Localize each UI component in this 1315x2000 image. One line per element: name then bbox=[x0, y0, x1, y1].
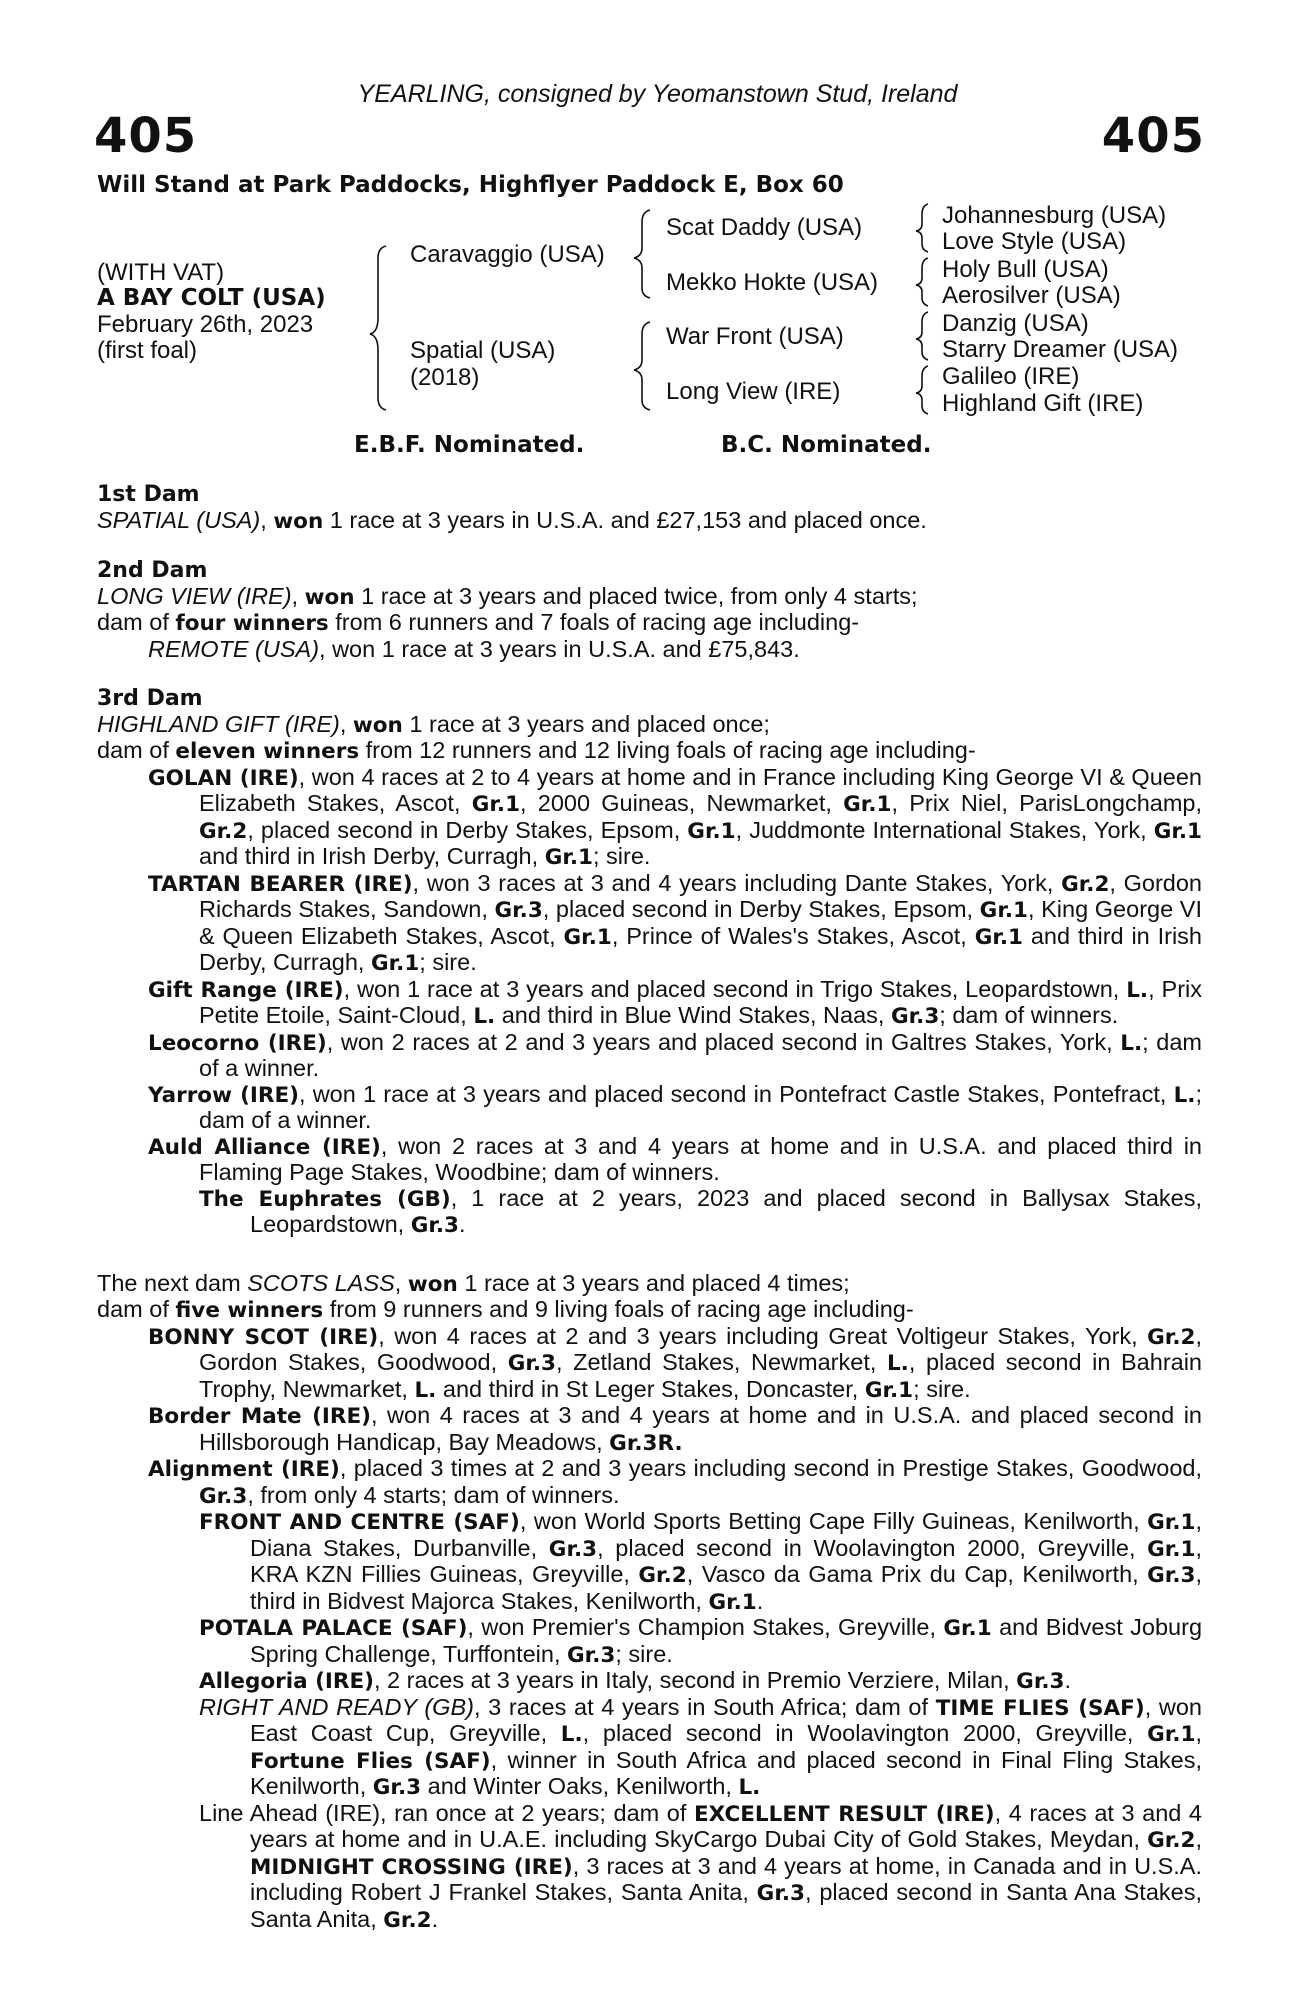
dam-year: (2018) bbox=[410, 364, 480, 391]
ebf-nomination: E.B.F. Nominated. bbox=[354, 432, 585, 458]
produce-gift-range: Gift Range (IRE), won 1 race at 3 years and placed second in Trigo Stakes, Leopardstown, L., Prix Petite Etoile, Saint-Cloud, L. and third in Blue Wind Stakes, Naas, Gr.3; dam of winners. bbox=[148, 975, 1203, 1029]
ggp-7: Galileo (IRE) bbox=[942, 363, 1080, 390]
lot-number-left: 405 bbox=[94, 108, 198, 164]
produce-remote: REMOTE (USA), won 1 race at 3 years in U.S.A. and £75,843. bbox=[148, 635, 800, 662]
first-dam-record: SPATIAL (USA), won 1 race at 3 years in U.S.A. and £27,153 and placed once. bbox=[97, 506, 927, 534]
ggp-1: Johannesburg (USA) bbox=[942, 202, 1167, 229]
next-dam-produce: dam of five winners from 9 runners and 9 living foals of racing age including- bbox=[97, 1296, 914, 1323]
produce-record bbox=[97, 482, 1202, 1933]
sire-sire: Scat Daddy (USA) bbox=[666, 214, 863, 241]
third-dam-record: HIGHLAND GIFT (IRE), won 1 race at 3 years and placed once; bbox=[97, 710, 770, 738]
produce-alignment: Alignment (IRE), placed 3 times at 2 and 3 years including second in Prestige Stakes, Goodwood, Gr.3, from only 4 starts; dam of winners. bbox=[148, 1455, 1202, 1509]
produce-border-mate: Border Mate (IRE), won 4 races at 3 and 4 years at home and in U.S.A. and placed second in Hillsborough Handicap, Bay Meadows, Gr.3R. bbox=[148, 1402, 1202, 1456]
produce-tartan-bearer: TARTAN BEARER (IRE), won 3 races at 3 and 4 years including Dante Stakes, York, Gr.2, Gordon Richards Stakes, Sandown, Gr.3, placed second in Derby Stakes, Epsom, Gr.1, King George VI & Queen Elizabeth Stakes, Ascot, Gr.1, Prince of Wales's Stakes, Ascot, Gr.1 and third in Irish Derby, Curragh, Gr.1; sire. bbox=[148, 869, 1202, 976]
sire: Caravaggio (USA) bbox=[410, 241, 605, 268]
foaled-date: February 26th, 2023 bbox=[97, 311, 314, 338]
third-dam-produce: dam of eleven winners from 12 runners and 12 living foals of racing age including- bbox=[97, 737, 976, 764]
vat-note: (WITH VAT) bbox=[97, 259, 225, 286]
stand-location: Will Stand at Park Paddocks, Highflyer Paddock E, Box 60 bbox=[97, 172, 844, 198]
consignment-line: YEARLING, consigned by Yeomanstown Stud, Ireland bbox=[357, 80, 958, 108]
ggp-2: Love Style (USA) bbox=[942, 228, 1127, 255]
ggp-6: Starry Dreamer (USA) bbox=[942, 336, 1179, 363]
ggp-8: Highland Gift (IRE) bbox=[942, 390, 1144, 417]
produce-bonny-scot: BONNY SCOT (IRE), won 4 races at 2 and 3 years including Great Voltigeur Stakes, York, Gr.2, Gordon Stakes, Goodwood, Gr.3, Zetland Stakes, Newmarket, L., placed second in Bahrain Trophy, Newmarket, L. and third in St Leger Stakes, Doncaster, Gr.1; sire. bbox=[148, 1322, 1202, 1403]
ggp-3: Holy Bull (USA) bbox=[942, 256, 1109, 283]
third-dam-heading: 3rd Dam bbox=[97, 686, 203, 711]
ggp-4: Aerosilver (USA) bbox=[942, 282, 1121, 309]
produce-right-and-ready: RIGHT AND READY (GB), 3 races at 4 years in South Africa; dam of TIME FLIES (SAF), won East Coast Cup, Greyville, L., placed second in Woolavington 2000, Greyville, Gr.1, Fortune Flies (SAF), winner in South Africa and placed second in Final Fling Stakes, Kenilworth, Gr.3 and Winter Oaks, Kenilworth, L. bbox=[199, 1693, 1202, 1800]
first-dam-heading: 1st Dam bbox=[97, 482, 200, 507]
produce-golan: GOLAN (IRE), won 4 races at 2 to 4 years at home and in France including King George VI & Queen Elizabeth Stakes, Ascot, Gr.1, 2000 Guineas, Newmarket, Gr.1, Prix Niel, ParisLongchamp, Gr.2, placed second in Derby Stakes, Epsom, Gr.1, Juddmonte International Stakes, York, Gr.1 and third in Irish Derby, Curragh, Gr.1; sire. bbox=[148, 763, 1203, 870]
horse-name: A BAY COLT (USA) bbox=[97, 285, 326, 311]
produce-the-euphrates: The Euphrates (GB), 1 race at 2 years, 2023 and placed second in Ballysax Stakes, Leopardstown, Gr.3. bbox=[199, 1184, 1202, 1238]
second-dam-produce: dam of four winners from 6 runners and 7 foals of racing age including- bbox=[97, 609, 860, 636]
dam: Spatial (USA) bbox=[410, 337, 556, 364]
produce-auld-alliance: Auld Alliance (IRE), won 2 races at 3 and 4 years at home and in U.S.A. and placed third in Flaming Page Stakes, Woodbine; dam of winners. bbox=[148, 1132, 1202, 1185]
ggp-5: Danzig (USA) bbox=[942, 310, 1089, 337]
dam-dam: Long View (IRE) bbox=[666, 378, 841, 405]
second-dam-record: LONG VIEW (IRE), won 1 race at 3 years and placed twice, from only 4 starts; bbox=[97, 582, 918, 610]
produce-front-and-centre: FRONT AND CENTRE (SAF), won World Sports Betting Cape Filly Guineas, Kenilworth, Gr.1, Diana Stakes, Durbanville, Gr.3, placed second in Woolavington 2000, Greyville, Gr.1, KRA KZN Fillies Guineas, Greyville, Gr.2, Vasco da Gama Prix du Cap, Kenilworth, Gr.3, third in Bidvest Majorca Stakes, Kenilworth, Gr.1. bbox=[199, 1508, 1202, 1615]
sire-dam: Mekko Hokte (USA) bbox=[666, 269, 879, 296]
lot-number-right: 405 bbox=[1101, 108, 1205, 164]
produce-yarrow: Yarrow (IRE), won 1 race at 3 years and placed second in Pontefract Castle Stakes, Pontefract, L.; dam of a winner. bbox=[148, 1080, 1202, 1133]
second-dam-heading: 2nd Dam bbox=[97, 558, 208, 583]
dam-sire: War Front (USA) bbox=[666, 323, 844, 350]
produce-potala-palace: POTALA PALACE (SAF), won Premier's Champion Stakes, Greyville, Gr.1 and Bidvest Joburg Spring Challenge, Turffontein, Gr.3; sire. bbox=[199, 1614, 1203, 1668]
produce-leocorno: Leocorno (IRE), won 2 races at 2 and 3 years and placed second in Galtres Stakes, York, L.; dam of a winner. bbox=[148, 1028, 1202, 1081]
bc-nomination: B.C. Nominated. bbox=[721, 432, 932, 458]
produce-line-ahead: Line Ahead (IRE), ran once at 2 years; dam of EXCELLENT RESULT (IRE), 4 races at 3 and 4 years at home and in U.A.E. including SkyCargo Dubai City of Gold Stakes, Meydan, Gr.2, MIDNIGHT CROSSING (IRE), 3 races at 3 and 4 years at home, in Canada and in U.S.A. including Robert J Frankel Stakes, Santa Anita, Gr.3, placed second in Santa Ana Stakes, Santa Anita, Gr.2. bbox=[199, 1799, 1202, 1933]
first-foal-note: (first foal) bbox=[97, 337, 198, 364]
next-dam-record: The next dam SCOTS LASS, won 1 race at 3 years and placed 4 times; bbox=[97, 1269, 850, 1297]
produce-allegoria: Allegoria (IRE), 2 races at 3 years in Italy, second in Premio Verziere, Milan, Gr.3. bbox=[199, 1667, 1072, 1694]
